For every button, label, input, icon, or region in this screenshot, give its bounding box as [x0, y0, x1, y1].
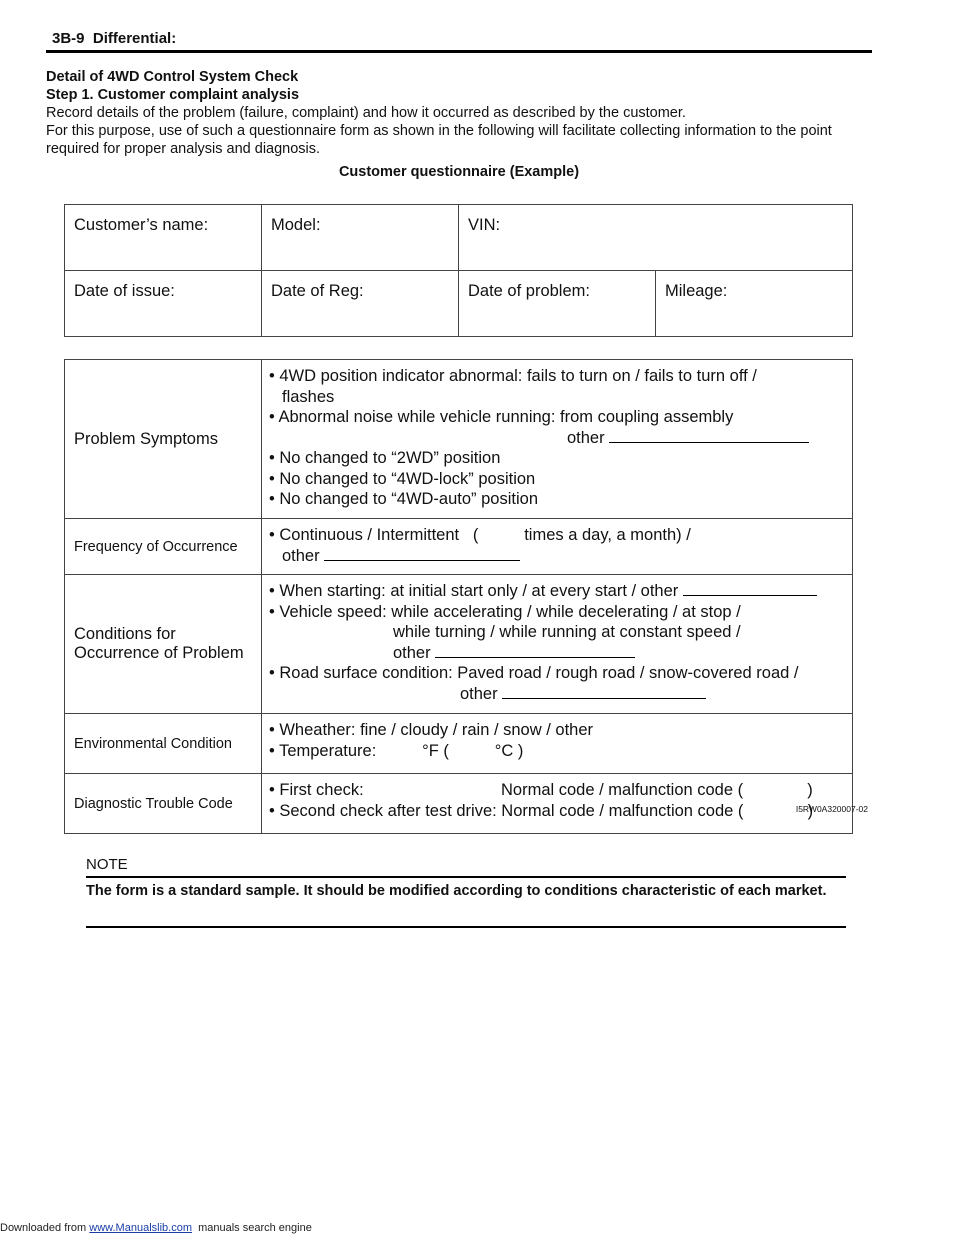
mileage-cell: Mileage: [656, 271, 853, 337]
note-rule-bottom [86, 926, 846, 928]
environment-item: • Temperature: °F ( °C ) [269, 741, 524, 760]
download-footer [0, 1222, 312, 1234]
customer-info-table [64, 204, 853, 337]
condition-item: • Vehicle speed: while accelerating / while decelerating / at stop / [269, 602, 741, 621]
dtc-label: Diagnostic Trouble Code [65, 774, 262, 834]
environment-label: Environmental Condition [65, 714, 262, 774]
dtc-first-value: Normal code / malfunction code ( ) [501, 781, 813, 799]
symptom-item: • No changed to “4WD-lock” position [269, 469, 536, 488]
environment-content [262, 714, 853, 774]
condition-item-other [269, 643, 848, 664]
symptom-item-other [269, 428, 848, 449]
condition-item-other [269, 684, 848, 705]
symptom-item: flashes [282, 387, 335, 406]
date-of-reg-cell: Date of Reg: [262, 271, 459, 337]
dtc-row [65, 774, 853, 834]
model-cell: Model: [262, 205, 459, 271]
symptom-item: • Abnormal noise while vehicle running: from coupling assembly [269, 408, 734, 426]
other-label: other [460, 684, 498, 703]
environment-item: • Wheather: fine / cloudy / rain / snow / other [269, 721, 594, 739]
frequency-item: • Continuous / Intermittent ( times a day, a month) / [269, 526, 691, 544]
dtc-first-check [269, 780, 848, 801]
blank-line [502, 684, 706, 699]
environment-row [65, 714, 853, 774]
condition-text: • When starting: at initial start only / at every start / other [269, 582, 679, 600]
dtc-first-label: • First check: [269, 781, 364, 799]
other-label: other [393, 643, 431, 662]
intro-para2: For this purpose, use of such a questionnaire form as shown in the following will facilitate collecting information to the point required for proper analysis and diagnosis. [46, 123, 832, 157]
conditions-label [65, 575, 262, 714]
symptoms-row [65, 360, 853, 519]
frequency-label: Frequency of Occurrence [65, 519, 262, 575]
symptom-item: • No changed to “2WD” position [269, 449, 501, 467]
conditions-label-line1: Conditions for [74, 625, 176, 643]
date-of-issue-cell: Date of issue: [65, 271, 262, 337]
questionnaire-caption: Customer questionnaire (Example) [338, 164, 580, 180]
manualslib-link[interactable]: www.Manualslib.com [89, 1222, 192, 1234]
header-rule [46, 50, 872, 53]
note-label: NOTE [86, 856, 128, 873]
dtc-second-check: • Second check after test drive: Normal code / malfunction code ( ) [269, 801, 814, 820]
intro-heading: Detail of 4WD Control System Check [46, 69, 299, 85]
note-rule-top [86, 876, 846, 878]
frequency-row [65, 519, 853, 575]
symptoms-content [262, 360, 853, 519]
blank-line [435, 643, 635, 658]
condition-item [269, 581, 848, 602]
note-text: The form is a standard sample. It should be modified according to conditions characteristic of each market. [86, 883, 827, 899]
footer-prefix: Downloaded from [0, 1222, 90, 1234]
page-header [52, 30, 872, 47]
other-label: other [282, 546, 320, 565]
frequency-other [269, 546, 848, 567]
customer-name-cell: Customer’s name: [65, 205, 262, 271]
section-title: Differential: [92, 30, 177, 47]
blank-line [324, 546, 520, 561]
date-of-problem-cell: Date of problem: [459, 271, 656, 337]
dtc-content [262, 774, 853, 834]
intro [46, 68, 876, 158]
image-code: I5RW0A320007-02 [795, 804, 868, 814]
conditions-content [262, 575, 853, 714]
info-row-2 [65, 271, 853, 337]
intro-para1: Record details of the problem (failure, complaint) and how it occurred as described by the customer. [46, 105, 686, 121]
frequency-content [262, 519, 853, 575]
vin-cell: VIN: [459, 205, 853, 271]
problem-table [64, 359, 853, 834]
blank-line [609, 428, 809, 443]
symptoms-label: Problem Symptoms [65, 360, 262, 519]
conditions-label-line2: Occurrence of Problem [74, 644, 244, 662]
intro-step: Step 1. Customer complaint analysis [46, 87, 300, 103]
symptom-item: • No changed to “4WD-auto” position [269, 490, 538, 508]
other-label: other [567, 428, 605, 447]
symptom-item: • 4WD position indicator abnormal: fails to turn on / fails to turn off / [269, 367, 757, 385]
conditions-row [65, 575, 853, 714]
info-row-1 [65, 205, 853, 271]
blank-line [683, 581, 817, 596]
condition-item: while turning / while running at constant speed / [393, 623, 741, 641]
section-number: 3B-9 [52, 30, 85, 47]
footer-suffix: manuals search engine [191, 1222, 312, 1234]
condition-item: • Road surface condition: Paved road / rough road / snow-covered road / [269, 664, 799, 682]
